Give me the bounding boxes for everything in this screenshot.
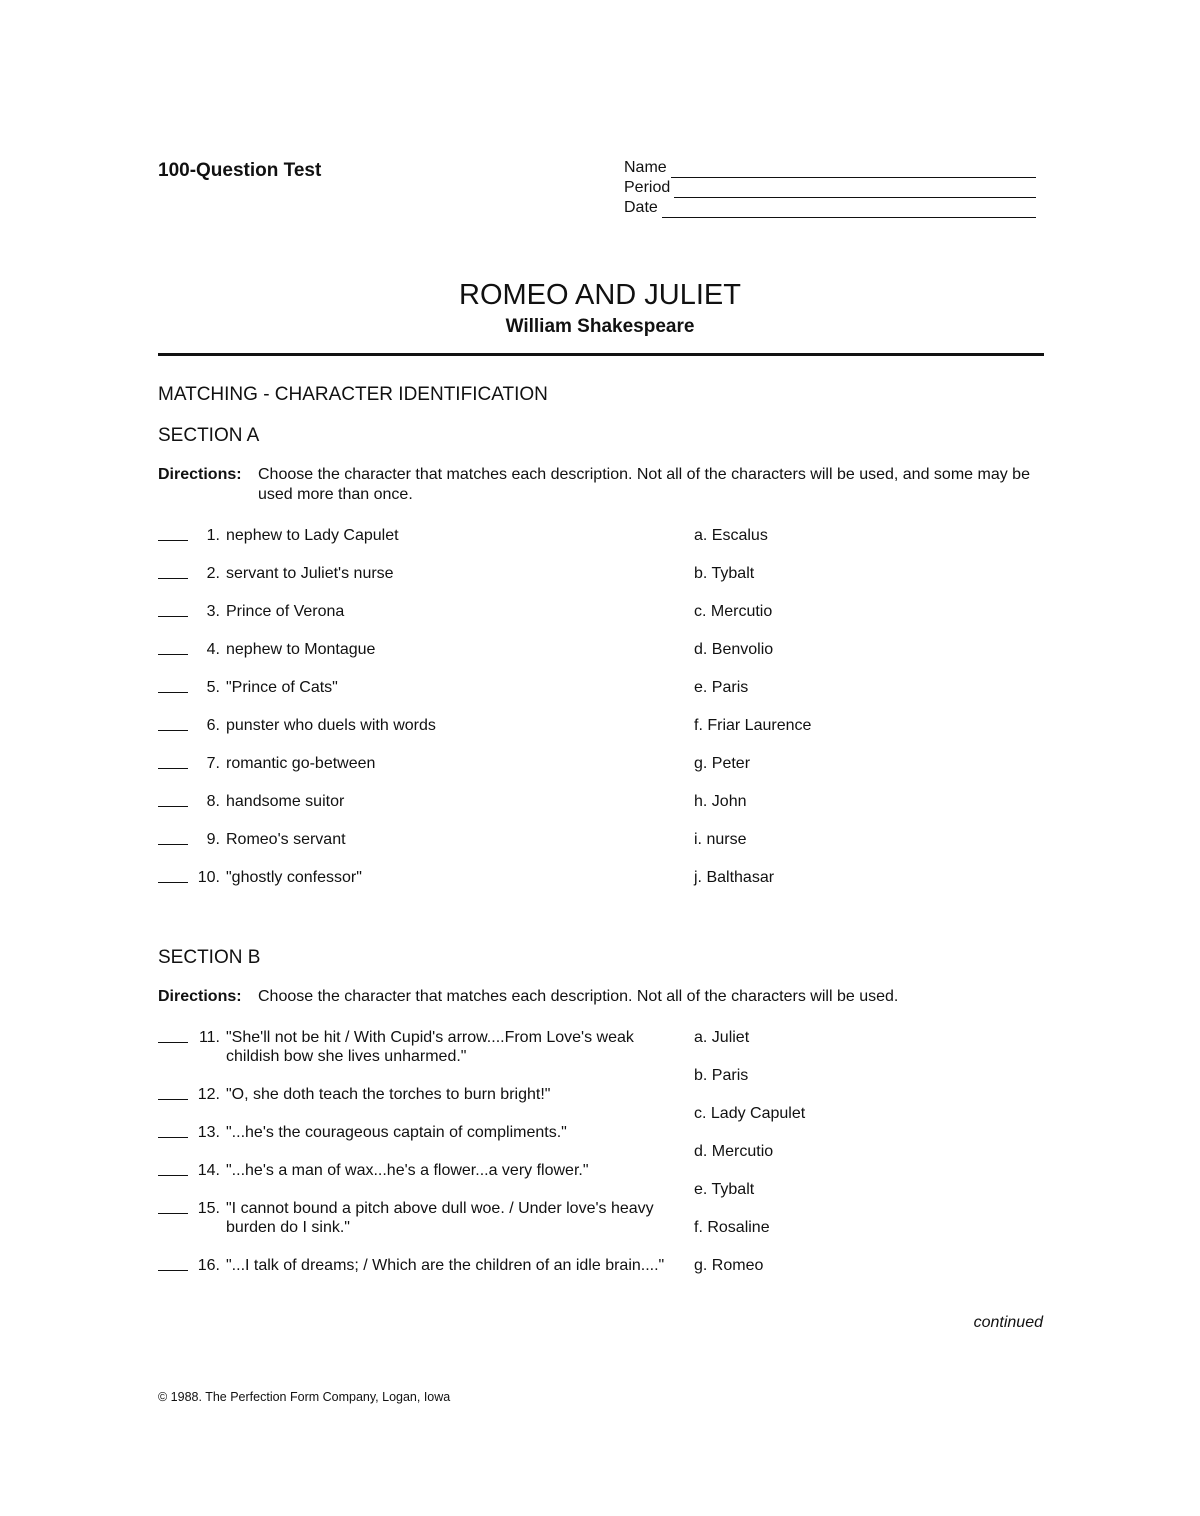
choice-b-d: d. Mercutio [694,1143,774,1160]
question-text: nephew to Montague [226,641,376,658]
answer-blank[interactable] [158,868,188,883]
name-row [624,158,1036,178]
date-row [624,198,1036,218]
choice-b-b: b. Paris [694,1067,749,1084]
answer-blank[interactable] [158,1028,188,1043]
copyright-notice: © 1988. The Perfection Form Company, Logan, Iowa [158,1390,451,1404]
choice-c: c. Mercutio [694,603,773,620]
answer-blank[interactable] [158,526,188,541]
choice-f: f. Friar Laurence [694,717,812,734]
question-text: "O, she doth teach the torches to burn bright!" [226,1086,551,1103]
choice-h: h. John [694,793,747,810]
question-number: 2. [206,565,220,582]
choice-b-a: a. Juliet [694,1029,750,1046]
question-number: 3. [206,603,220,620]
choice-i: i. nurse [694,831,747,848]
choice-b-c: c. Lady Capulet [694,1105,806,1122]
section-a-directions [158,465,1044,505]
question-number: 7. [206,755,220,772]
choice-b: b. Tybalt [694,565,755,582]
directions-text: Choose the character that matches each description. Not all of the characters will be used, and some may be used more than once. [258,466,1030,503]
choice-j: j. Balthasar [694,869,775,886]
question-number: 1. [206,527,220,544]
question-text: "I cannot bound a pitch above dull woe. / Under love's heavy burden do I sink." [226,1200,654,1236]
question-12 [158,1085,678,1104]
answer-blank[interactable] [158,754,188,769]
question-number: 14. [197,1162,220,1179]
question-text: servant to Juliet's nurse [226,565,394,582]
question-number: 11. [198,1029,220,1046]
question-text: romantic go-between [226,755,376,772]
question-9 [158,830,678,849]
question-text: "Prince of Cats" [226,679,338,696]
question-number: 12. [197,1086,220,1103]
choice-a: a. Escalus [694,527,768,544]
question-number: 4. [206,641,220,658]
question-text: nephew to Lady Capulet [226,527,399,544]
question-10 [158,868,678,887]
answer-blank[interactable] [158,830,188,845]
section-a-heading: SECTION A [158,425,260,446]
document-title: ROMEO AND JULIET [459,279,741,311]
answer-blank[interactable] [158,792,188,807]
directions-label: Directions: [158,466,242,483]
question-1 [158,526,678,545]
section-b-directions [158,987,1044,1007]
answer-blank[interactable] [158,602,188,617]
question-number: 13. [197,1124,220,1141]
choice-d: d. Benvolio [694,641,774,658]
period-label: Period [624,179,671,196]
answer-blank[interactable] [158,1199,188,1214]
question-13 [158,1123,678,1142]
question-number: 15. [197,1200,220,1217]
question-text: "She'll not be hit / With Cupid's arrow....From Love's weak childish bow she lives unharmed." [226,1029,634,1065]
question-2 [158,564,678,583]
question-15 [158,1199,678,1237]
choice-b-e: e. Tybalt [694,1181,755,1198]
question-7 [158,754,678,773]
answer-blank[interactable] [158,1123,188,1138]
directions-label: Directions: [158,988,242,1005]
answer-blank[interactable] [158,1256,188,1271]
answer-blank[interactable] [158,1085,188,1100]
answer-blank[interactable] [158,564,188,579]
student-info-block [624,158,1036,218]
name-label: Name [624,159,667,176]
question-text: handsome suitor [226,793,345,810]
choice-e: e. Paris [694,679,749,696]
question-text: "ghostly confessor" [226,869,362,886]
question-number: 8. [206,793,220,810]
question-number: 5. [206,679,220,696]
question-text: Prince of Verona [226,603,345,620]
question-4 [158,640,678,659]
question-text: punster who duels with words [226,717,436,734]
section-b-heading: SECTION B [158,947,261,968]
answer-blank[interactable] [158,678,188,693]
answer-blank[interactable] [158,1161,188,1176]
question-text: "...he's the courageous captain of compliments." [226,1124,567,1141]
question-text: "...he's a man of wax...he's a flower...a very flower." [226,1162,589,1179]
question-number: 10. [197,869,220,886]
answer-blank[interactable] [158,716,188,731]
date-label: Date [624,199,658,216]
answer-blank[interactable] [158,640,188,655]
question-number: 6. [206,717,220,734]
question-11 [158,1028,678,1066]
document-author: William Shakespeare [505,316,695,337]
question-text: Romeo's servant [226,831,346,848]
title-divider [158,353,1044,356]
question-6 [158,716,678,735]
question-5 [158,678,678,697]
part-heading: MATCHING - CHARACTER IDENTIFICATION [158,384,548,405]
continued-note: continued [973,1314,1043,1331]
name-field[interactable] [671,163,1036,178]
directions-text: Choose the character that matches each description. Not all of the characters will be used. [258,988,899,1005]
question-3 [158,602,678,621]
question-8 [158,792,678,811]
choice-g: g. Peter [694,755,751,772]
question-number: 9. [206,831,220,848]
period-row [624,178,1036,198]
period-field[interactable] [674,183,1036,198]
question-text: "...I talk of dreams; / Which are the children of an idle brain...." [226,1257,665,1274]
question-number: 16. [197,1257,220,1274]
choice-b-g: g. Romeo [694,1257,764,1274]
test-title: 100-Question Test [158,160,322,181]
question-16 [158,1256,678,1275]
question-14 [158,1161,678,1180]
date-field[interactable] [662,203,1036,218]
choice-b-f: f. Rosaline [694,1219,770,1236]
